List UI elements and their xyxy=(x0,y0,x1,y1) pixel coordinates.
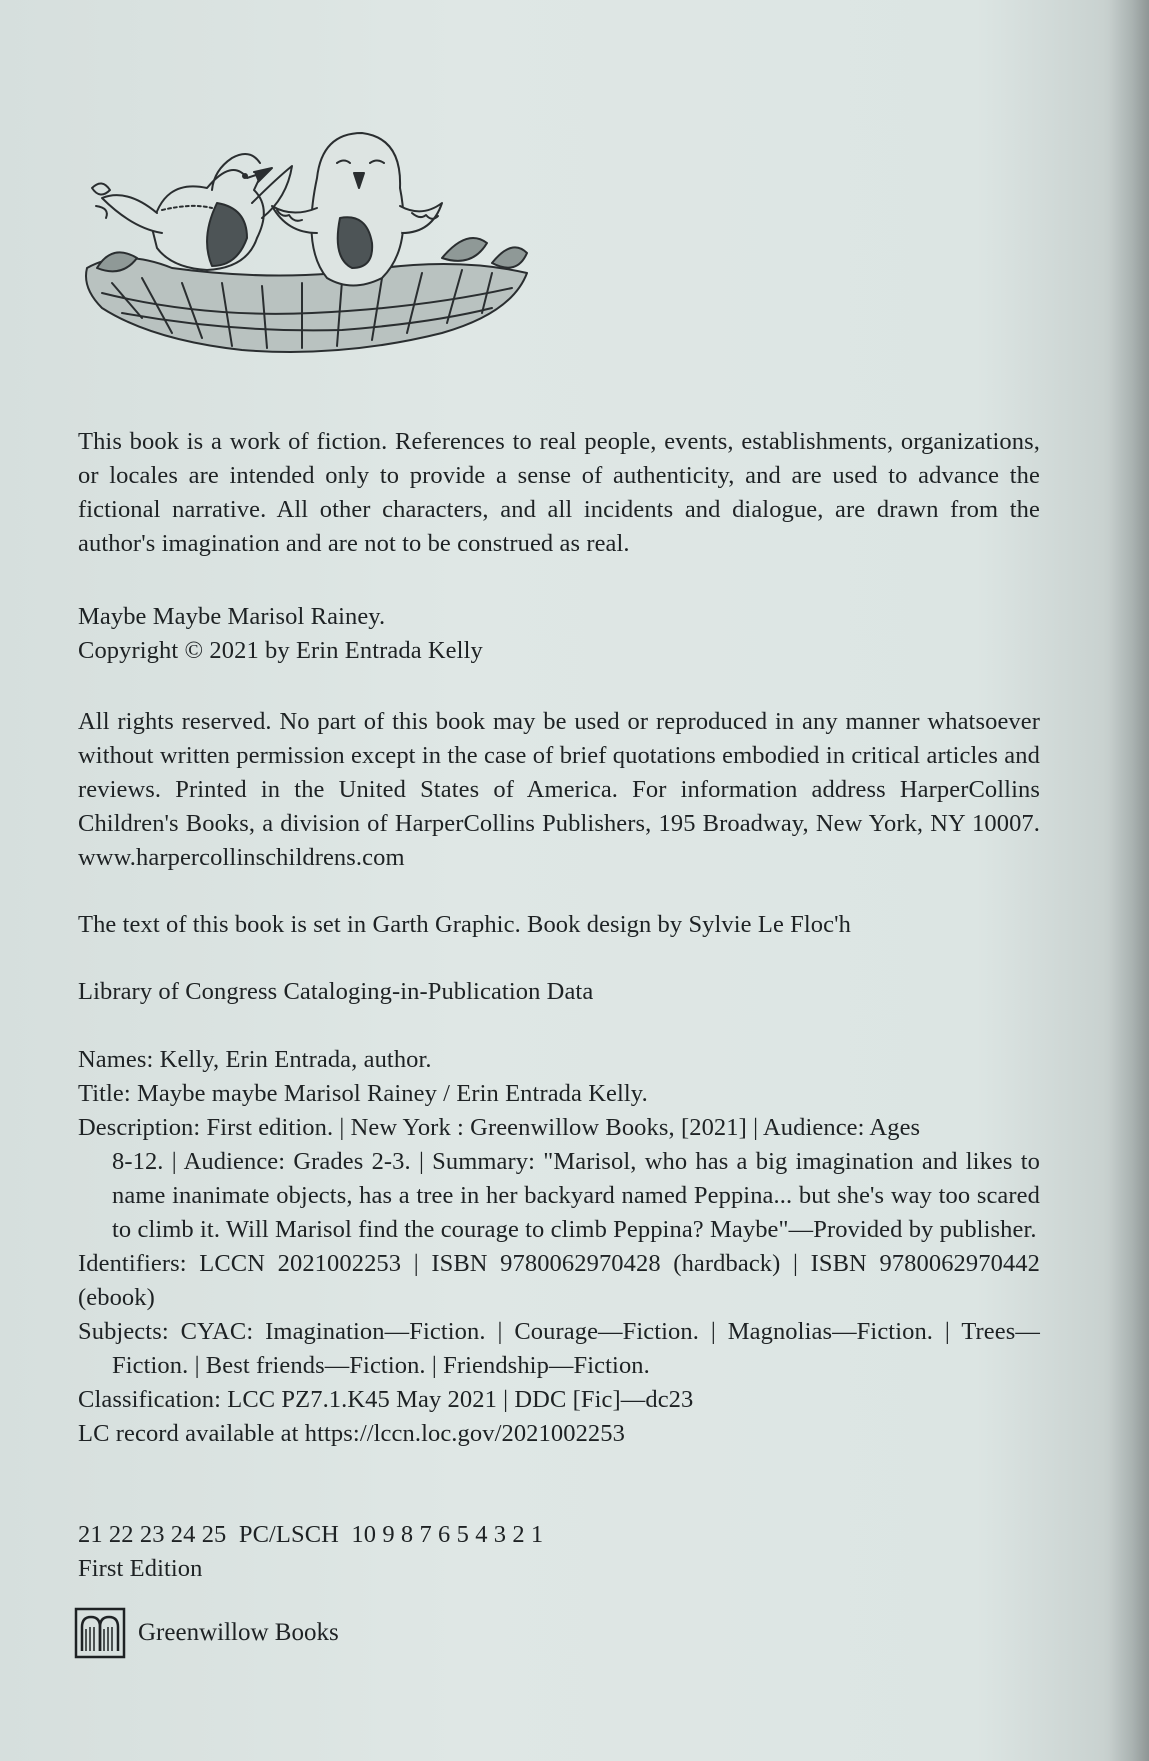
typeface-credit xyxy=(78,908,1040,942)
cip-description-first: Description: First edition. | New York : Greenwillow Books, [2021] | Audience: Ages xyxy=(78,1114,921,1141)
book-title-line: Maybe Maybe Marisol Rainey. xyxy=(78,603,386,630)
edition-line: First Edition xyxy=(78,1555,203,1582)
cip-title: Title: Maybe maybe Marisol Rainey / Erin Entrada Kelly. xyxy=(78,1080,648,1107)
cip-lc-record: LC record available at https://lccn.loc.gov/2021002253 xyxy=(78,1420,625,1447)
cip-identifiers: Identifiers: LCCN 2021002253 | ISBN 9780062970428 (hardback) | ISBN 9780062970442 (ebook) xyxy=(78,1250,1040,1311)
title-copyright xyxy=(78,600,1040,668)
rights-notice xyxy=(78,705,1040,875)
publisher-name: Greenwillow Books xyxy=(138,1619,339,1646)
printing-line: 21 22 23 24 25 PC/LSCH 10 9 8 7 6 5 4 3 2 1 xyxy=(78,1521,544,1548)
copyright-line: Copyright © 2021 by Erin Entrada Kelly xyxy=(78,637,483,664)
cip-heading: Library of Congress Cataloging-in-Publication Data xyxy=(78,978,594,1005)
cip-names: Names: Kelly, Erin Entrada, author. xyxy=(78,1046,432,1073)
fiction-notice-text: This book is a work of fiction. References to real people, events, establishments, organizations, or locales are intended only to provide a sense of authenticity, and are used to advance the fictional narrative. All other characters, and all incidents and dialogue, are drawn from the author's imagination and are not to be construed as real. xyxy=(78,428,1040,557)
publisher-logo xyxy=(74,1607,339,1659)
printing-info xyxy=(78,1518,1040,1586)
cip-subjects: Subjects: CYAC: Imagination—Fiction. | Courage—Fiction. | Magnolias—Fiction. | Trees—Fiction. | Best friends—Fiction. | Friendship—Fiction. xyxy=(78,1318,1040,1379)
typeface-line: The text of this book is set in Garth Graphic. Book design by Sylvie Le Floc'h xyxy=(78,911,851,938)
page-edge-shadow xyxy=(1109,0,1149,1761)
birds-in-nest-illustration xyxy=(82,118,532,358)
fiction-notice xyxy=(78,425,1040,561)
cip-heading-block xyxy=(78,975,1040,1009)
cip-classification: Classification: LCC PZ7.1.K45 May 2021 | DDC [Fic]—dc23 xyxy=(78,1386,694,1413)
greenwillow-logo-icon xyxy=(74,1607,126,1659)
cip-description-rest: 8-12. | Audience: Grades 2-3. | Summary: "Marisol, who has a big imagination and likes to name inanimate objects, has a tree in her backyard named Peppina... but she's way too scared to climb it. Will Marisol find the courage to climb Peppina? Maybe"—Provided by publisher. xyxy=(112,1148,1040,1243)
cip-data xyxy=(78,1043,1040,1451)
rights-notice-text: All rights reserved. No part of this book may be used or reproduced in any manner whatsoever without written permission except in the case of brief quotations embodied in critical articles and reviews. Printed in the United States of America. For information address HarperCollins Children's Books, a division of HarperCollins Publishers, 195 Broadway, New York, NY 10007. www.harpercollinschildrens.com xyxy=(78,708,1040,871)
